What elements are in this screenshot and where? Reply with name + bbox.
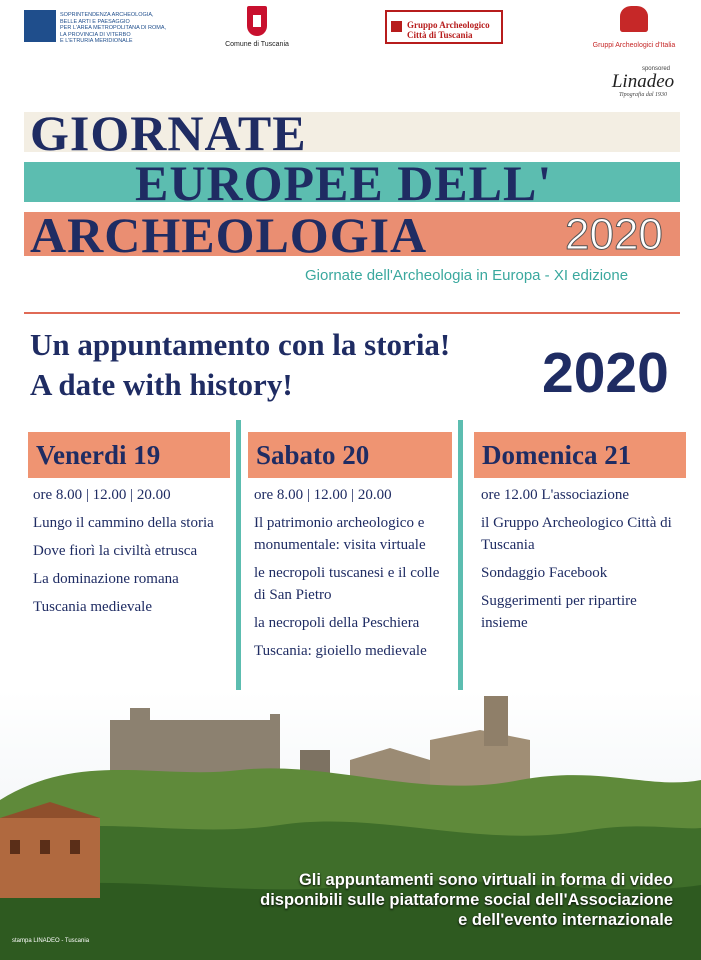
program-item: Suggerimenti per ripartire insieme xyxy=(481,593,637,631)
program-sabato xyxy=(254,484,454,668)
comune-logo xyxy=(222,6,292,56)
warrior-icon xyxy=(620,6,648,32)
program-item: Sondaggio Facebook xyxy=(481,565,608,581)
program-item: ore 12.00 L'associazione xyxy=(481,487,630,503)
edition-subtitle: Giornate dell'Archeologia in Europa - XI edizione xyxy=(305,267,629,284)
headline-italian: Un appuntamento con la storia! xyxy=(30,327,451,362)
print-credit: stampa LINADEO - Tuscania xyxy=(12,938,90,944)
caption-line-1: Gli appuntamenti sono virtuali in forma di video xyxy=(298,871,673,889)
gai-logo xyxy=(584,6,684,56)
title-year: 2020 xyxy=(565,210,663,259)
footer-caption xyxy=(73,870,673,930)
sponsor-subtitle: Tipografia dal 1930 xyxy=(618,92,667,98)
gai-label: Gruppi Archeologici d'Italia xyxy=(592,42,676,49)
program-item: la necropoli della Peschiera xyxy=(254,615,420,631)
title-line-1: GIORNATE xyxy=(30,105,307,161)
day-header-sabato: Sabato 20 xyxy=(248,432,452,478)
divider xyxy=(24,312,680,314)
program-item: ore 8.00 | 12.00 | 20.00 xyxy=(254,487,392,503)
program-item: ore 8.00 | 12.00 | 20.00 xyxy=(33,487,171,503)
mibac-emblem-icon xyxy=(24,10,56,42)
program-item: Il patrimonio archeologico e monumentale: visita virtuale xyxy=(254,515,426,553)
sponsor-name: Linadeo xyxy=(611,71,675,92)
column-divider xyxy=(458,420,463,692)
gruppo-label: Gruppo Archeologico Città di Tuscania xyxy=(407,20,490,40)
sponsor-logo xyxy=(598,66,688,106)
title-line-3: ARCHEOLOGIA xyxy=(30,207,428,263)
program-venerdi xyxy=(33,484,229,624)
day-header-venerdi: Venerdi 19 xyxy=(28,432,230,478)
soprintendenza-text: SOPRINTENDENZA ARCHEOLOGIA, BELLE ARTI E PAESAGGIO PER L'AREA METROPOLITANA DI ROMA, LA PROVINCIA DI VITERBO E L'ETRURIA MERIDIONALE xyxy=(60,12,167,44)
column-divider xyxy=(236,420,241,692)
program-item: il Gruppo Archeologico Città di Tuscania xyxy=(481,515,672,553)
headline xyxy=(30,325,450,405)
program-domenica xyxy=(481,484,681,640)
mibac-logo xyxy=(24,10,214,48)
program-item: Tuscania: gioiello medievale xyxy=(254,643,427,659)
crest-icon xyxy=(247,6,267,36)
program-item: Tuscania medievale xyxy=(33,599,152,615)
caption-line-3: e dell'evento internazionale xyxy=(458,911,673,929)
headline-year: 2020 xyxy=(542,341,669,405)
program-item: La dominazione romana xyxy=(33,571,179,587)
program-item: le necropoli tuscanesi e il colle di San Pietro xyxy=(254,565,440,603)
comune-label: Comune di Tuscania xyxy=(225,41,289,48)
title-line-2: EUROPEE DELL' xyxy=(135,155,553,211)
day-header-domenica: Domenica 21 xyxy=(474,432,686,478)
program-item: Lungo il cammino della storia xyxy=(33,515,214,531)
caption-line-2: disponibili sulle piattaforme social dell'Associazione xyxy=(260,891,673,909)
headline-english: A date with history! xyxy=(30,367,293,402)
gruppo-archeologico-logo xyxy=(385,10,503,44)
gruppo-mark-icon xyxy=(391,21,402,32)
program-item: Dove fiorì la civiltà etrusca xyxy=(33,543,198,559)
sponsor-label: sponsored xyxy=(641,66,670,72)
